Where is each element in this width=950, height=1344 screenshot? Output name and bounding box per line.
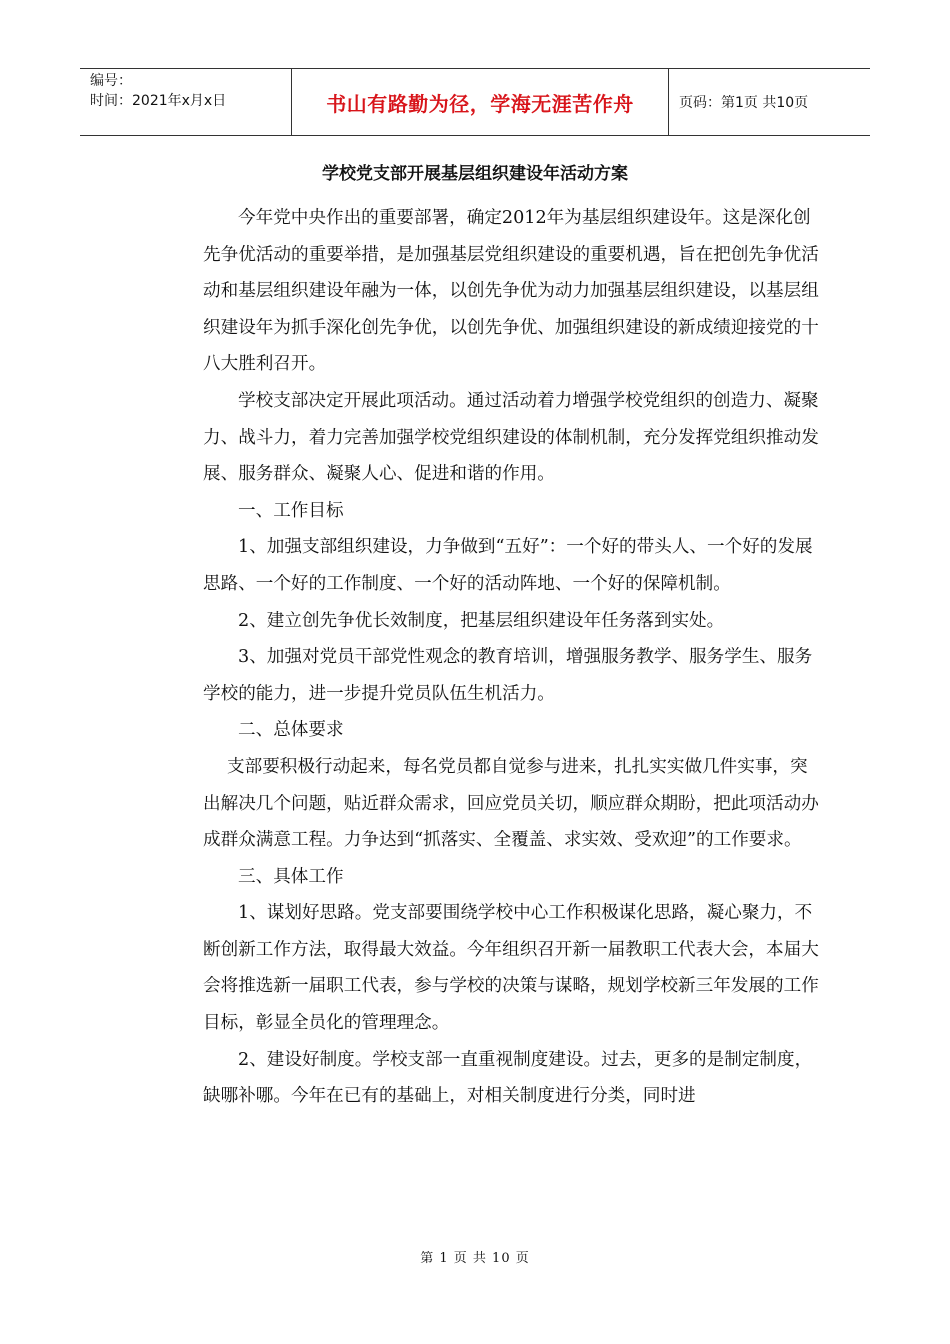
paragraph-decision: 学校支部决定开展此项活动。通过活动着力增强学校党组织的创造力、凝聚力、战斗力，着力完善加强学校党组织建设的体制机制，充分发挥党组织推动发展、服务群众、凝聚人心、促进和谐的作用。	[203, 390, 819, 485]
document-body	[203, 200, 823, 1115]
page-footer: 第 1 页 共 10 页	[420, 1251, 530, 1266]
header-page-info: 页码：第1页 共10页	[669, 69, 871, 136]
section-heading-requirements: 二、总体要求	[238, 720, 344, 741]
paragraph-intro: 今年党中央作出的重要部署，确定2012年为基层组织建设年。这是深化创先争优活动的重要举措，是加强基层党组织建设的重要机遇，旨在把创先争优活动和基层组织建设年融为一体，以创先争优为动力加强基层组织建设，以基层组织建设年为抓手深化创先争优，以创先争优、加强组织建设的新成绩迎接党的十八大胜利召开。	[203, 208, 819, 375]
section-heading-work: 三、具体工作	[238, 866, 344, 887]
goal-item-1: 1、加强支部组织建设，力争做到“五好”：一个好的带头人、一个好的发展思路、一个好的工作制度、一个好的活动阵地、一个好的保障机制。	[203, 537, 813, 594]
goal-item-2: 2、建立创先争优长效制度，把基层组织建设年任务落到实处。	[238, 610, 725, 631]
document-header	[80, 68, 870, 136]
number-label: 编号：	[90, 73, 132, 89]
paragraph-requirements: 支部要积极行动起来，每名党员都自觉参与进来，扎扎实实做几件实事，突出解决几个问题，贴近群众需求，回应党员关切，顺应群众期盼，把此项活动办成群众满意工程。力争达到“抓落实、全覆盖、求实效、受欢迎”的工作要求。	[203, 756, 819, 851]
header-motto: 书山有路勤为径，学海无涯苦作舟	[292, 69, 669, 136]
section-heading-goals: 一、工作目标	[238, 500, 344, 521]
work-item-1: 1、谋划好思路。党支部要围绕学校中心工作积极谋化思路，凝心聚力，不断创新工作方法，取得最大效益。今年组织召开新一届教职工代表大会，本届大会将推选新一届职工代表，参与学校的决策与谋略，规划学校新三年发展的工作目标，彰显全员化的管理理念。	[203, 903, 819, 1034]
header-meta-cell	[80, 69, 292, 136]
goal-item-3: 3、加强对党员干部党性观念的教育培训，增强服务教学、服务学生、服务学校的能力，进一步提升党员队伍生机活力。	[203, 647, 813, 704]
work-item-2: 2、建设好制度。学校支部一直重视制度建设。过去，更多的是制定制度，缺哪补哪。今年在已有的基础上，对相关制度进行分类，同时进	[203, 1049, 813, 1107]
time-label: 时间：2021年x月x日	[90, 93, 227, 109]
document-title: 学校党支部开展基层组织建设年活动方案	[322, 164, 628, 184]
